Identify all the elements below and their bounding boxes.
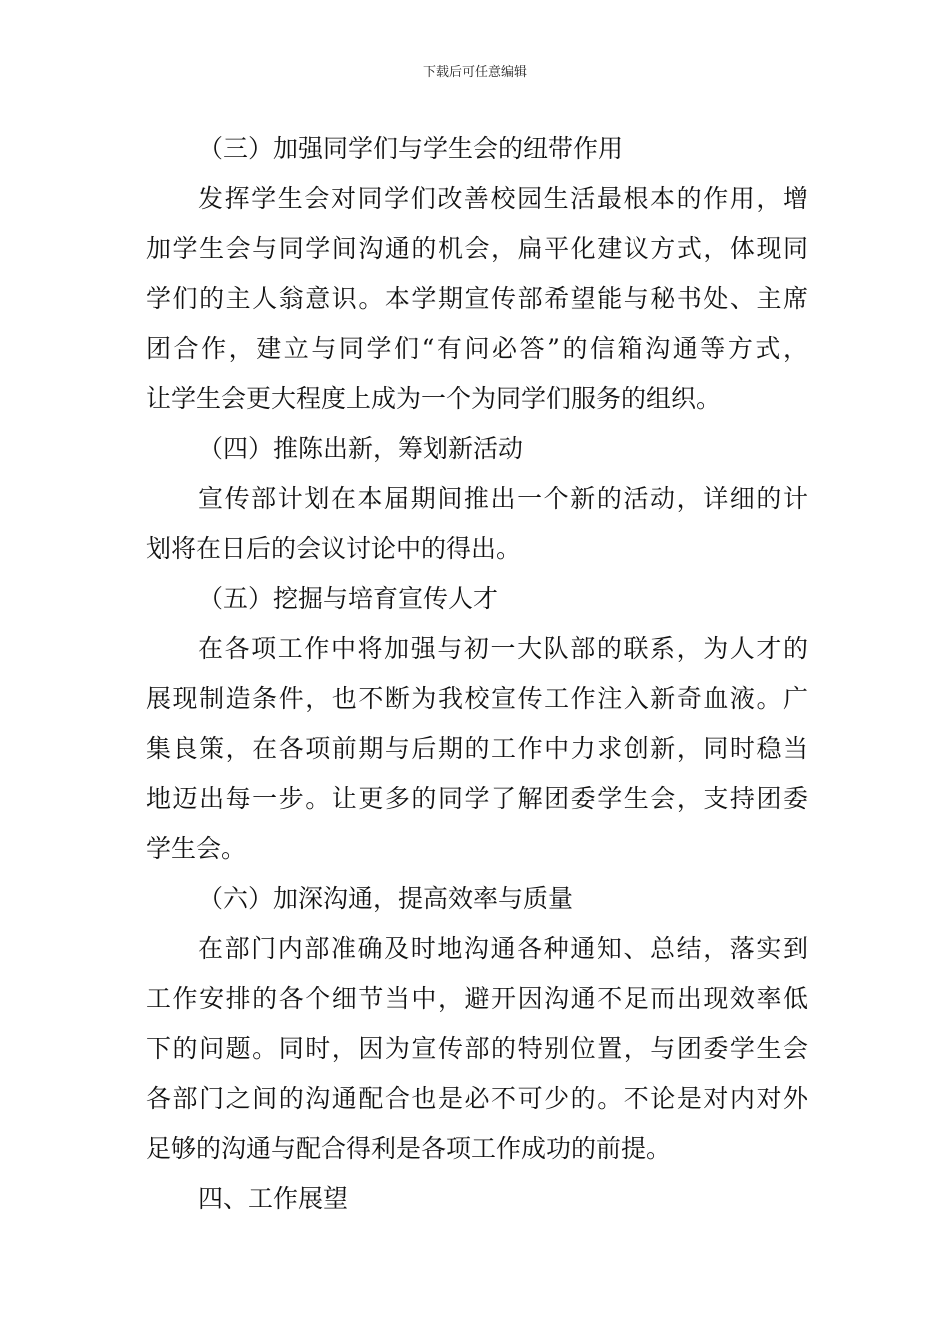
paragraph-line: 宣传部计划在本届期间推出一个新的活动，详细的计 — [198, 484, 808, 513]
paragraph-line: 集良策，在各项前期与后期的工作中力求创新，同时稳当 — [146, 734, 808, 763]
paragraph-line: 加学生会与同学间沟通的机会，扁平化建议方式，体现同 — [146, 234, 808, 263]
paragraph-line: 划将在日后的会议讨论中的得出。 — [146, 534, 522, 563]
paragraph-line: 让学生会更大程度上成为一个为同学们服务的组织。 — [146, 384, 722, 413]
paragraph-line: 足够的沟通与配合得利是各项工作成功的前提。 — [146, 1134, 672, 1163]
paragraph-line: 发挥学生会对同学们改善校园生活最根本的作用，增 — [198, 184, 808, 213]
page-header-note: 下载后可任意编辑 — [422, 65, 527, 80]
paragraph-line: 学生会。 — [146, 834, 247, 863]
paragraph-line: 工作安排的各个细节当中，避开因沟通不足而出现效率低 — [146, 984, 808, 1013]
paragraph-line: 地迈出每一步。让更多的同学了解团委学生会，支持团委 — [146, 784, 808, 813]
section-heading-6: （六）加深沟通，提高效率与质量 — [198, 884, 574, 913]
paragraph-line: 团合作，建立与同学们“有问必答”的信箱沟通等方式， — [146, 334, 808, 363]
paragraph-line: 在各项工作中将加强与初一大队部的联系，为人才的 — [198, 634, 808, 663]
section-heading-5: （五）挖掘与培育宣传人才 — [198, 584, 499, 613]
paragraph-line: 在部门内部准确及时地沟通各种通知、总结，落实到 — [198, 934, 808, 963]
paragraph-line: 展现制造条件，也不断为我校宣传工作注入新奇血液。广 — [146, 684, 808, 713]
chapter-heading: 四、工作展望 — [198, 1184, 349, 1213]
document-body — [146, 124, 808, 1224]
paragraph-line: 各部门之间的沟通配合也是必不可少的。不论是对内对外 — [146, 1084, 808, 1113]
section-heading-4: （四）推陈出新，筹划新活动 — [198, 434, 524, 463]
section-heading-3: （三）加强同学们与学生会的纽带作用 — [198, 134, 624, 163]
paragraph-line: 学们的主人翁意识。本学期宣传部希望能与秘书处、主席 — [146, 284, 808, 313]
paragraph-line: 下的问题。同时，因为宣传部的特别位置，与团委学生会 — [146, 1034, 808, 1063]
